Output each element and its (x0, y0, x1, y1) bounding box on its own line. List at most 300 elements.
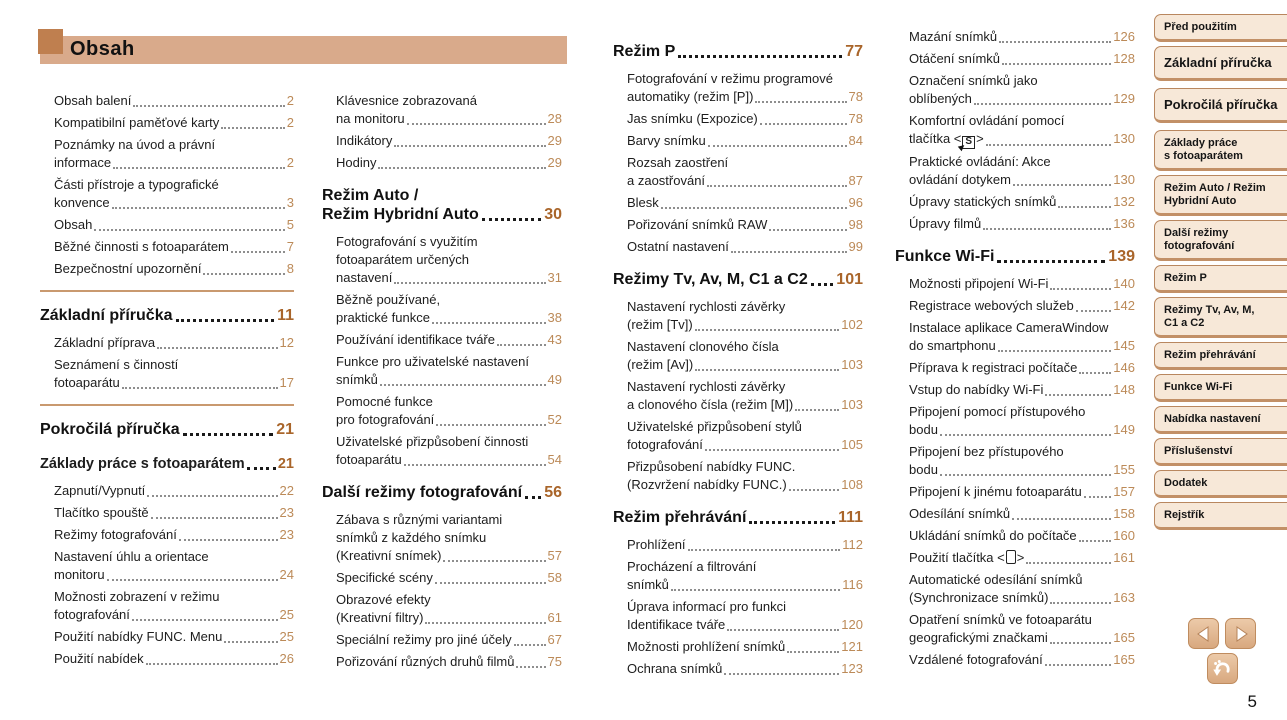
toc-item-label: nastavení (336, 270, 393, 285)
toc-entry[interactable] (336, 331, 562, 349)
toc-entry[interactable] (627, 338, 863, 374)
toc-item-label: monitoru (54, 567, 105, 582)
toc-page-number: 160 (1113, 528, 1135, 543)
toc-page-number: 29 (547, 133, 562, 148)
toc-section-heading[interactable] (613, 270, 863, 289)
toc-page-number: 25 (279, 629, 294, 644)
toc-entry[interactable] (909, 112, 1135, 149)
dot-leader (688, 549, 841, 551)
toc-page-number: 2 (286, 115, 294, 130)
dot-leader (1079, 372, 1111, 374)
toc-entry[interactable] (336, 569, 562, 587)
toc-item-label: Ochrana snímků (627, 661, 723, 676)
toc-item-label: Registrace webových služeb (909, 298, 1074, 313)
toc-item-label: Uživatelské přizpůsobení činnosti (336, 434, 529, 449)
dot-leader (986, 144, 1112, 146)
toc-entry[interactable] (627, 418, 863, 454)
dot-leader (999, 41, 1111, 43)
toc-entry[interactable] (54, 114, 294, 132)
sidebar-tab-pokrocila-prirucka[interactable] (1154, 88, 1287, 123)
dot-leader (1079, 540, 1112, 542)
toc-entry[interactable] (909, 381, 1135, 399)
sidebar-tab-label: Rejstřík (1164, 509, 1205, 521)
toc-item-label: a zaostřování (627, 173, 706, 188)
dot-leader (157, 347, 277, 349)
toc-item-label: (režim [Tv]) (627, 317, 693, 332)
toc-entry[interactable] (54, 334, 294, 352)
toc-entry[interactable] (336, 291, 562, 327)
toc-page-number: 108 (841, 477, 863, 492)
toc-item-label: (Kreativní snímek) (336, 548, 442, 563)
toc-entry[interactable] (909, 571, 1135, 607)
dot-leader (247, 467, 276, 470)
toc-item-label: do smartphonu (909, 338, 996, 353)
toc-entry[interactable] (909, 275, 1135, 293)
sidebar-tab-label: Režim přehrávání (1164, 349, 1256, 361)
s-assist-icon: S (962, 136, 975, 149)
toc-entry[interactable] (627, 70, 863, 106)
dot-leader (146, 663, 278, 665)
toc-item-label: Opatření snímků ve fotoaparátu (909, 612, 1092, 627)
toc-item-label: Pořizování snímků RAW (627, 217, 768, 232)
toc-entry[interactable] (909, 403, 1135, 439)
toc-item-label: snímků z každého snímku (336, 530, 487, 545)
toc-item-label: Základní příručka (40, 307, 173, 324)
dot-leader (1045, 394, 1111, 396)
toc-section-heading[interactable] (40, 455, 294, 473)
dot-leader (1076, 310, 1112, 312)
toc-item-label: Použití nabídky FUNC. Menu (54, 629, 223, 644)
toc-page-number: 25 (279, 607, 294, 622)
toc-page-number: 148 (1113, 382, 1135, 397)
dot-leader (731, 251, 847, 253)
dot-leader (394, 282, 545, 284)
dot-leader (221, 127, 284, 129)
dot-leader (707, 185, 846, 187)
dot-leader (436, 424, 545, 426)
return-button[interactable] (1207, 653, 1238, 684)
toc-section-heading[interactable] (322, 186, 562, 224)
toc-entry[interactable] (627, 298, 863, 334)
chapter-tab-sidebar (1154, 14, 1287, 534)
toc-page-number: 23 (279, 527, 294, 542)
toc-entry[interactable] (909, 28, 1135, 46)
toc-entry[interactable] (909, 215, 1135, 233)
sidebar-tab-label: Před použitím (1164, 21, 1237, 33)
toc-entry[interactable] (909, 297, 1135, 315)
toc-item-label: pro fotografování (336, 412, 435, 427)
dot-leader (1050, 642, 1112, 644)
toc-entry[interactable] (54, 588, 294, 624)
toc-page-number: 101 (836, 271, 863, 288)
toc-page-number: 163 (1113, 590, 1135, 605)
toc-item-label: bodu (909, 422, 938, 437)
dot-leader (132, 619, 278, 621)
previous-page-button[interactable] (1188, 618, 1219, 649)
toc-entry[interactable] (54, 238, 294, 256)
dot-leader (1084, 496, 1112, 498)
toc-item-label: Kompatibilní paměťové karty (54, 115, 220, 130)
toc-page-number: 23 (279, 505, 294, 520)
toc-item-label: ovládání dotykem (909, 172, 1011, 187)
toc-entry[interactable] (909, 443, 1135, 479)
toc-item-label: (Kreativní filtry) (336, 610, 424, 625)
toc-entry[interactable] (909, 483, 1135, 501)
toc-item-label: bodu (909, 462, 938, 477)
dot-leader (787, 651, 839, 653)
toc-page-number: 111 (838, 509, 863, 526)
toc-page-number: 78 (848, 89, 863, 104)
toc-item-label: Běžně používané, (336, 292, 441, 307)
dot-leader (378, 167, 545, 169)
toc-item-label: Fotografování v režimu programové (627, 71, 833, 86)
dot-leader (147, 495, 277, 497)
sidebar-tab-pred-pouzitim[interactable] (1154, 14, 1287, 42)
toc-entry[interactable] (627, 458, 863, 494)
sidebar-tab-label: C1 a C2 (1164, 317, 1205, 329)
toc-item-label: Základy práce s fotoaparátem (40, 456, 245, 472)
toc-column-2 (322, 92, 562, 675)
toc-item-label: Hodiny (336, 155, 377, 170)
toc-item-label: Blesk (627, 195, 659, 210)
sidebar-tab-label: Funkce Wi-Fi (1164, 381, 1233, 393)
toc-page-number: 123 (841, 661, 863, 676)
toc-entry[interactable] (627, 660, 863, 678)
toc-entry[interactable] (909, 651, 1135, 669)
toc-entry[interactable] (627, 154, 863, 190)
toc-item-label: (režim [Av]) (627, 357, 694, 372)
toc-entry[interactable] (54, 176, 294, 212)
dot-leader (1050, 288, 1111, 290)
toc-page-number: 116 (842, 577, 863, 592)
toc-item-label: Možnosti prohlížení snímků (627, 639, 786, 654)
dot-leader (760, 123, 847, 125)
toc-page-number: 21 (276, 421, 294, 438)
sidebar-tab-label: Režim P (1164, 272, 1207, 284)
toc-page-number: 38 (547, 310, 562, 325)
dot-leader (224, 641, 277, 643)
dot-leader (516, 666, 545, 668)
toc-entry[interactable] (627, 638, 863, 656)
toc-item-label: Režim P (613, 43, 676, 60)
toc-item-label: Části přístroje a typografické (54, 177, 219, 192)
page-number: 5 (1247, 692, 1257, 711)
toc-item-label: Specifické scény (336, 570, 433, 585)
toc-item-label: fotoaparátu (54, 375, 120, 390)
toc-entry[interactable] (627, 238, 863, 256)
toc-item-label: Procházení a filtrování (627, 559, 757, 574)
toc-item-label: fotoaparátu (336, 452, 402, 467)
toc-entry[interactable] (909, 72, 1135, 108)
dot-leader (1058, 206, 1111, 208)
toc-entry[interactable] (336, 132, 562, 150)
sidebar-tab-rezim-auto[interactable] (1154, 175, 1287, 216)
toc-item-label: Indikátory (336, 133, 393, 148)
toc-entry[interactable] (627, 216, 863, 234)
sidebar-tab-label: Příslušenství (1164, 445, 1233, 457)
dot-leader (112, 207, 285, 209)
sidebar-tab-label: s fotoaparátem (1164, 150, 1243, 162)
toc-page-number: 161 (1113, 550, 1135, 565)
toc-entry[interactable] (336, 154, 562, 172)
toc-page-number: 132 (1113, 194, 1135, 209)
toc-page-number: 140 (1113, 276, 1135, 291)
toc-entry[interactable] (336, 653, 562, 671)
toc-entry[interactable] (909, 319, 1135, 355)
toc-page-number: 77 (845, 43, 863, 60)
toc-item-label: Poznámky na úvod a právní (54, 137, 216, 152)
toc-entry[interactable] (627, 132, 863, 150)
toc-entry[interactable] (336, 92, 562, 128)
toc-page-number: 130 (1113, 172, 1135, 187)
sidebar-tab-rezimy-tv-av[interactable] (1154, 297, 1287, 338)
toc-entry[interactable] (909, 50, 1135, 68)
sidebar-tab-label: Dodatek (1164, 477, 1208, 489)
toc-item-label: Režim přehrávání (613, 509, 747, 526)
toc-item-label: Režim Hybridní Auto (322, 206, 479, 223)
toc-page-number: 165 (1113, 652, 1135, 667)
toc-entry[interactable] (54, 650, 294, 668)
toc-item-label: Zábava s různými variantami (336, 512, 503, 527)
toc-entry[interactable] (54, 136, 294, 172)
dot-leader (380, 384, 546, 386)
toc-page-number: 5 (286, 217, 294, 232)
sidebar-tab-dalsi-rezimy[interactable] (1154, 220, 1287, 261)
dot-leader (940, 474, 1111, 476)
dot-leader (695, 369, 839, 371)
sidebar-tab-label: Základní příručka (1164, 55, 1272, 70)
toc-entry[interactable] (627, 194, 863, 212)
sidebar-tab-label: Hybridní Auto (1164, 195, 1237, 207)
toc-item-label: informace (54, 155, 112, 170)
toc-page-number: 30 (544, 206, 562, 223)
page-title: Obsah (70, 38, 135, 60)
toc-section-heading[interactable] (613, 42, 863, 61)
toc-entry[interactable] (336, 433, 562, 469)
sidebar-tab-rezim-prehravani[interactable] (1154, 342, 1287, 370)
toc-item-label: Praktické ovládání: Akce (909, 154, 1051, 169)
toc-item-label: Přizpůsobení nabídky FUNC. (627, 459, 796, 474)
dot-leader (432, 322, 546, 324)
dot-leader (998, 350, 1112, 352)
toc-page-number: 21 (277, 456, 294, 472)
toc-item-label: Použití tlačítka < > (909, 550, 1025, 565)
toc-item-label: praktické funkce (336, 310, 430, 325)
toc-page-number: 2 (286, 155, 294, 170)
toc-item-label: Nastavení úhlu a orientace (54, 549, 209, 564)
toc-page-number: 75 (547, 654, 562, 669)
sidebar-tab-funkce-wi-fi[interactable] (1154, 374, 1287, 402)
toc-item-label: Připojení k jinému fotoaparátu (909, 484, 1082, 499)
toc-item-label: Připojení pomocí přístupového (909, 404, 1086, 419)
toc-item-label: snímků (336, 372, 378, 387)
toc-page-number: 67 (547, 632, 562, 647)
toc-page-number: 2 (286, 93, 294, 108)
toc-item-label: Uživatelské přizpůsobení stylů (627, 419, 802, 434)
toc-item-label: Klávesnice zobrazovaná (336, 93, 477, 108)
toc-item-label: Komfortní ovládání pomocí (909, 113, 1065, 128)
toc-entry[interactable] (336, 233, 562, 287)
toc-item-label: Možnosti připojení Wi-Fi (909, 276, 1049, 291)
dot-leader (1050, 602, 1111, 604)
toc-section-heading[interactable] (40, 420, 294, 439)
sidebar-tab-rejstrik[interactable] (1154, 502, 1287, 530)
dot-leader (94, 229, 284, 231)
toc-item-label: Barvy snímku (627, 133, 706, 148)
toc-item-label: fotoaparátem určených (336, 252, 469, 267)
toc-page-number: 3 (286, 195, 294, 210)
toc-page-number: 26 (279, 651, 294, 666)
toc-entry[interactable] (54, 548, 294, 584)
dot-leader (1002, 63, 1111, 65)
toc-page-number: 130 (1113, 131, 1135, 146)
toc-section-heading[interactable] (895, 247, 1135, 266)
toc-page-number: 157 (1113, 484, 1135, 499)
toc-entry[interactable] (336, 631, 562, 649)
toc-entry[interactable] (336, 393, 562, 429)
dot-leader (727, 629, 839, 631)
toc-item-label: a clonového čísla (režim [M]) (627, 397, 794, 412)
toc-entry[interactable] (54, 628, 294, 646)
toc-entry[interactable] (909, 549, 1135, 567)
toc-page-number: 128 (1113, 51, 1135, 66)
toc-page-number: 78 (848, 111, 863, 126)
sidebar-tab-dodatek[interactable] (1154, 470, 1287, 498)
dot-leader (113, 167, 285, 169)
toc-entry[interactable] (54, 216, 294, 234)
toc-page-number: 145 (1113, 338, 1135, 353)
toc-page-number: 8 (286, 261, 294, 276)
toc-entry[interactable] (909, 505, 1135, 523)
toc-item-label: Obsah balení (54, 93, 132, 108)
toc-item-label: Režimy fotografování (54, 527, 177, 542)
sidebar-tab-prislusenstvi[interactable] (1154, 438, 1287, 466)
toc-section-heading[interactable] (40, 306, 294, 325)
sidebar-tab-nabidka-nastaveni[interactable] (1154, 406, 1287, 434)
toc-page-number: 98 (848, 217, 863, 232)
toc-item-label: Režimy Tv, Av, M, C1 a C2 (613, 271, 808, 288)
toc-page-number: 103 (841, 397, 863, 412)
toc-entry[interactable] (909, 359, 1135, 377)
toc-page-number: 31 (547, 270, 562, 285)
toc-item-label: Automatické odesílání snímků (909, 572, 1083, 587)
toc-item-label: Prohlížení (627, 537, 686, 552)
toc-entry[interactable] (54, 482, 294, 500)
toc-item-label: Zapnutí/Vypnutí (54, 483, 146, 498)
toc-item-label: Používání identifikace tváře (336, 332, 495, 347)
header-corner-icon (38, 29, 63, 54)
dot-leader (107, 579, 278, 581)
toc-entry[interactable] (336, 353, 562, 389)
toc-item-label: Pomocné funkce (336, 394, 433, 409)
toc-page-number: 17 (279, 375, 294, 390)
toc-entry[interactable] (909, 611, 1135, 647)
toc-item-label: Speciální režimy pro jiné účely (336, 632, 512, 647)
dot-leader (705, 449, 839, 451)
toc-page-number: 54 (547, 452, 562, 467)
dot-leader (708, 145, 847, 147)
dot-leader (179, 539, 278, 541)
dot-leader (724, 673, 839, 675)
toc-item-label: Vstup do nabídky Wi-Fi (909, 382, 1044, 397)
sidebar-tab-label: fotografování (1164, 240, 1235, 252)
sidebar-tab-zakladni-prirucka[interactable] (1154, 46, 1287, 81)
toc-entry[interactable] (336, 511, 562, 565)
dot-leader (974, 103, 1111, 105)
toc-item-label: oblíbených (909, 91, 972, 106)
toc-entry[interactable] (627, 558, 863, 594)
toc-entry[interactable] (627, 110, 863, 128)
sidebar-tab-label: Nabídka nastavení (1164, 413, 1261, 425)
toc-column-4 (895, 28, 1135, 673)
dot-leader (661, 207, 847, 209)
dot-leader (1012, 518, 1111, 520)
left-triangle-icon (1194, 624, 1214, 644)
toc-item-label: fotografování (627, 437, 703, 452)
toc-page-number: 58 (547, 570, 562, 585)
toc-item-label: Ukládání snímků do počítače (909, 528, 1077, 543)
toc-section-heading[interactable] (322, 483, 562, 502)
toc-item-label: Možnosti zobrazení v režimu (54, 589, 220, 604)
sidebar-tab-label: Pokročilá příručka (1164, 97, 1278, 112)
dot-leader (671, 589, 840, 591)
toc-section-heading[interactable] (613, 508, 863, 527)
toc-entry[interactable] (627, 536, 863, 554)
toc-entry[interactable] (54, 92, 294, 110)
page-navigation (1187, 618, 1257, 684)
dot-leader (425, 622, 545, 624)
toc-entry[interactable] (909, 193, 1135, 211)
toc-page-number: 155 (1113, 462, 1135, 477)
toc-entry[interactable] (336, 591, 562, 627)
sidebar-tab-rezim-p[interactable] (1154, 265, 1287, 293)
toc-item-label: Identifikace tváře (627, 617, 726, 632)
toc-entry[interactable] (627, 378, 863, 414)
toc-item-label: Mazání snímků (909, 29, 998, 44)
toc-entry[interactable] (909, 153, 1135, 189)
toc-page-number: 136 (1113, 216, 1135, 231)
toc-page-number: 142 (1113, 298, 1135, 313)
dot-leader (133, 105, 284, 107)
toc-item-label: (Synchronizace snímků) (909, 590, 1049, 605)
dot-leader (678, 55, 842, 58)
toc-page-number: 57 (547, 548, 562, 563)
toc-entry[interactable] (627, 598, 863, 634)
toc-item-label: Úpravy filmů (909, 216, 982, 231)
toc-item-label: Obsah (54, 217, 93, 232)
dot-leader (151, 517, 278, 519)
toc-item-label: (Rozvržení nabídky FUNC.) (627, 477, 787, 492)
toc-item-label: Pokročilá příručka (40, 421, 180, 438)
toc-page-number: 146 (1113, 360, 1135, 375)
toc-entry[interactable] (54, 260, 294, 278)
section-divider (40, 290, 294, 292)
toc-item-label: Běžné činnosti s fotoaparátem (54, 239, 229, 254)
toc-page-number: 49 (547, 372, 562, 387)
toc-entry[interactable] (54, 504, 294, 522)
sidebar-tab-zaklady-prace[interactable] (1154, 130, 1287, 171)
dot-leader (525, 496, 541, 499)
toc-entry[interactable] (54, 526, 294, 544)
toc-entry[interactable] (909, 527, 1135, 545)
toc-page-number: 121 (841, 639, 863, 654)
next-page-button[interactable] (1225, 618, 1256, 649)
dot-leader (183, 433, 274, 436)
toc-entry[interactable] (54, 356, 294, 392)
toc-item-label: na monitoru (336, 111, 405, 126)
toc-item-label: Další režimy fotografování (322, 484, 523, 501)
toc-page-number: 158 (1113, 506, 1135, 521)
